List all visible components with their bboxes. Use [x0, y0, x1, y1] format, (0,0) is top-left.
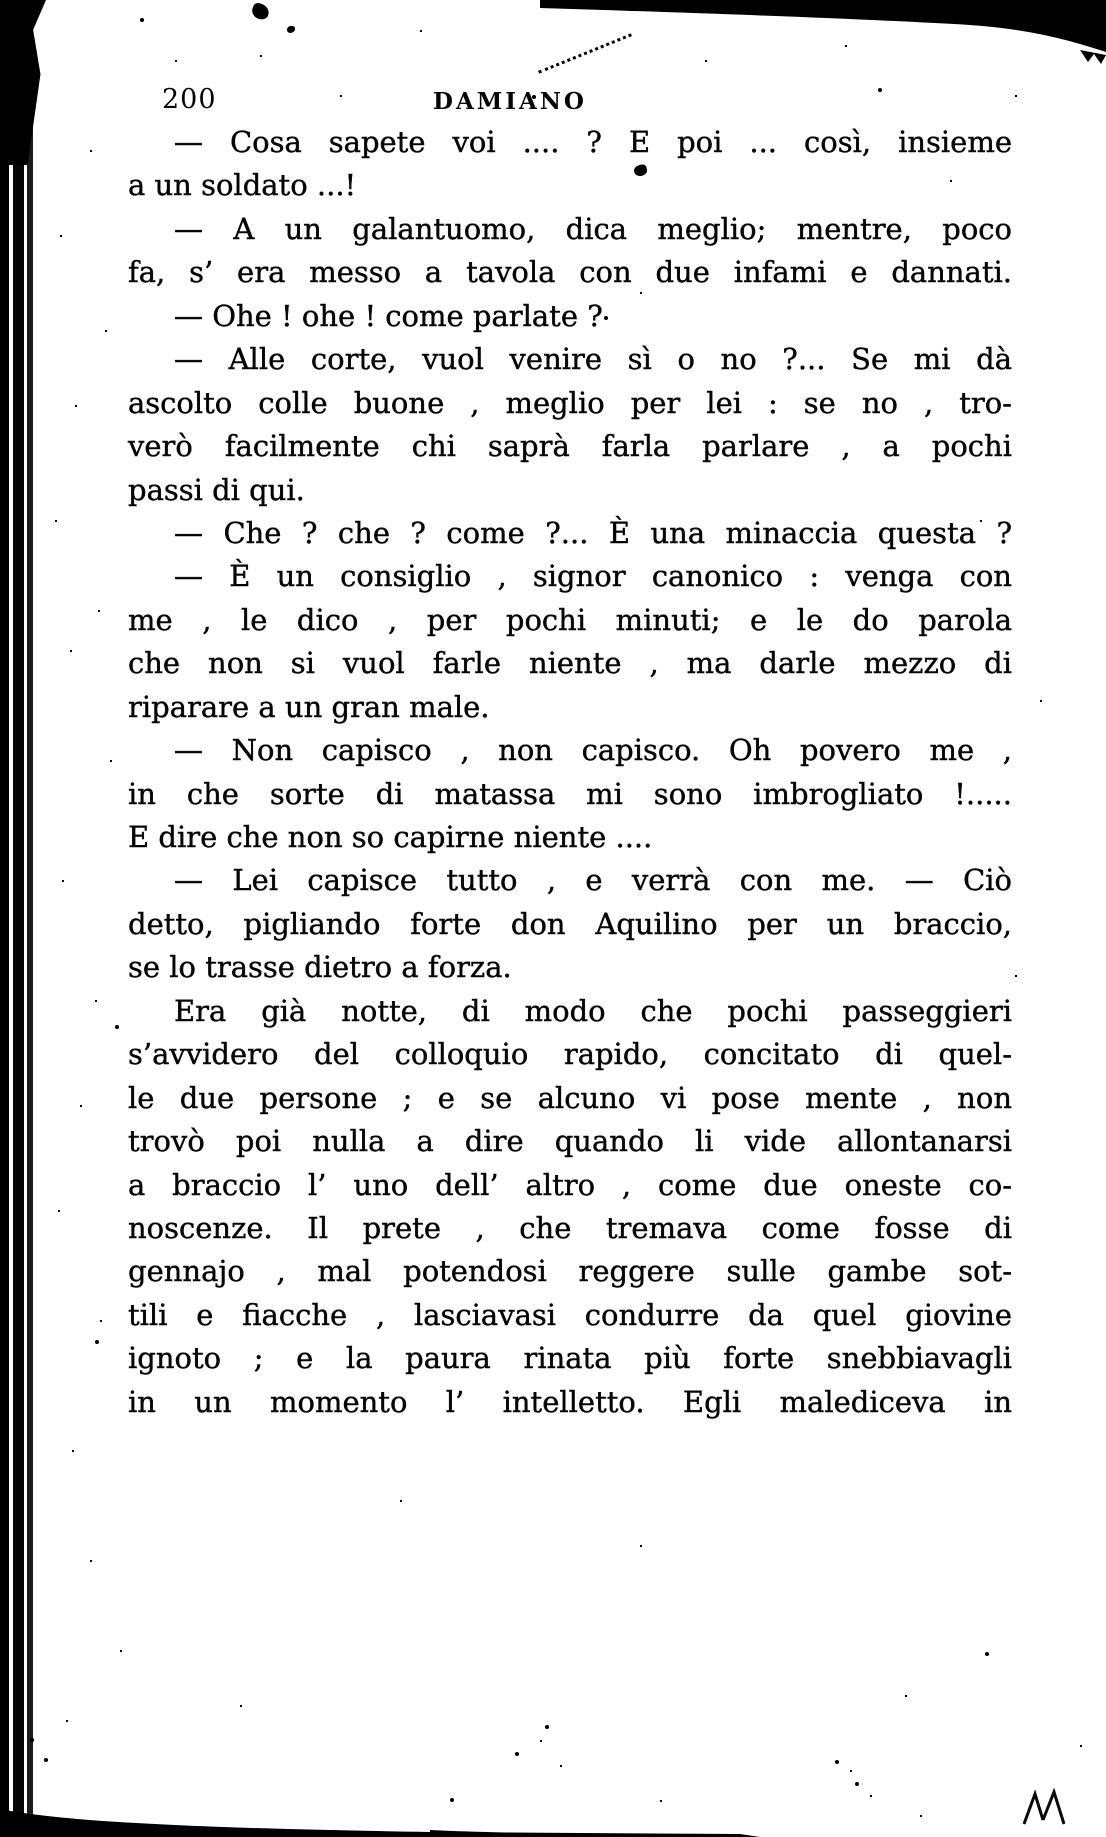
text-line: — Lei capisce tutto , e verrà con me. — Ciò: [174, 863, 1012, 898]
text-line: in che sorte di matassa mi sono imbrogliato !.....: [128, 776, 1012, 811]
text-line: — A un galantuomo, dica meglio; mentre, poco: [174, 211, 1012, 246]
text-line: trovò poi nulla a dire quando li vide allontanarsi: [128, 1124, 1012, 1159]
book-gutter-shadow: [0, 0, 36, 1837]
text-line: noscenze. Il prete , che tremava come fosse di: [128, 1210, 1012, 1245]
text-line: s’avvidero del colloquio rapido, concitato di quel-: [128, 1037, 1012, 1072]
pencil-mark: [1022, 1788, 1074, 1828]
text-line: E dire che non so capirne niente ....: [128, 820, 653, 854]
text-line: se lo trasse dietro a forza.: [128, 950, 512, 985]
text-line: — Cosa sapete voi .... ? E poi ... così, insieme: [174, 125, 1012, 159]
text-line: Era già notte, di modo che pochi passeggieri: [174, 993, 1012, 1028]
text-line: verò facilmente chi saprà farla parlare , a pochi: [128, 429, 1012, 464]
text-line: a un soldato ...!: [128, 168, 357, 203]
text-line: passi di qui.: [128, 472, 305, 507]
text-line: — Non capisco , non capisco. Oh povero me ,: [174, 733, 1012, 768]
page-text-block: [128, 121, 1012, 1424]
text-line: me , le dico , per pochi minuti; e le do parola: [128, 602, 1012, 637]
scan-noise-dots: [0, 0, 4, 4]
text-line: riparare a un gran male.: [128, 689, 490, 724]
text-line: tili e fiacche , lasciavasi condurre da quel giovine: [128, 1297, 1012, 1332]
text-line: ascolto colle buone , meglio per lei : se no , tro-: [128, 385, 1012, 420]
text-line: che non si vuol farle niente , ma darle mezzo di: [128, 646, 1012, 681]
ink-blot: [250, 2, 271, 22]
text-line: le due persone ; e se alcuno vi pose mente , non: [128, 1080, 1012, 1115]
running-title: DAMIANO: [433, 88, 587, 115]
text-line: — Ohe ! ohe ! come parlate ?: [174, 298, 603, 333]
ink-blot: [287, 26, 295, 33]
scan-edge-bottom: [0, 1805, 760, 1837]
text-line: — È un consiglio , signor canonico : venga con: [174, 559, 1012, 594]
page-header: [128, 82, 1012, 122]
text-line: ignoto ; e la paura rinata più forte snebbiavagli: [128, 1341, 1012, 1376]
text-line: fa, s’ era messo a tavola con due infami e dannati.: [128, 255, 1012, 290]
page-number: 200: [162, 84, 217, 115]
text-line: detto, pigliando forte don Aquilino per un braccio,: [128, 906, 1012, 941]
text-line: in un momento l’ intelletto. Egli malediceva in: [128, 1384, 1012, 1419]
text-line: a braccio l’ uno dell’ altro , come due oneste co-: [128, 1167, 1012, 1202]
text-line: — Alle corte, vuol venire sì o no ?... Se mi dà: [174, 342, 1012, 377]
text-line: — Che ? che ? come ?... È una minaccia questa ?: [174, 515, 1012, 550]
text-line: gennajo , mal potendosi reggere sulle gambe sot-: [128, 1254, 1012, 1289]
gutter-corner-blot: [0, 0, 46, 165]
